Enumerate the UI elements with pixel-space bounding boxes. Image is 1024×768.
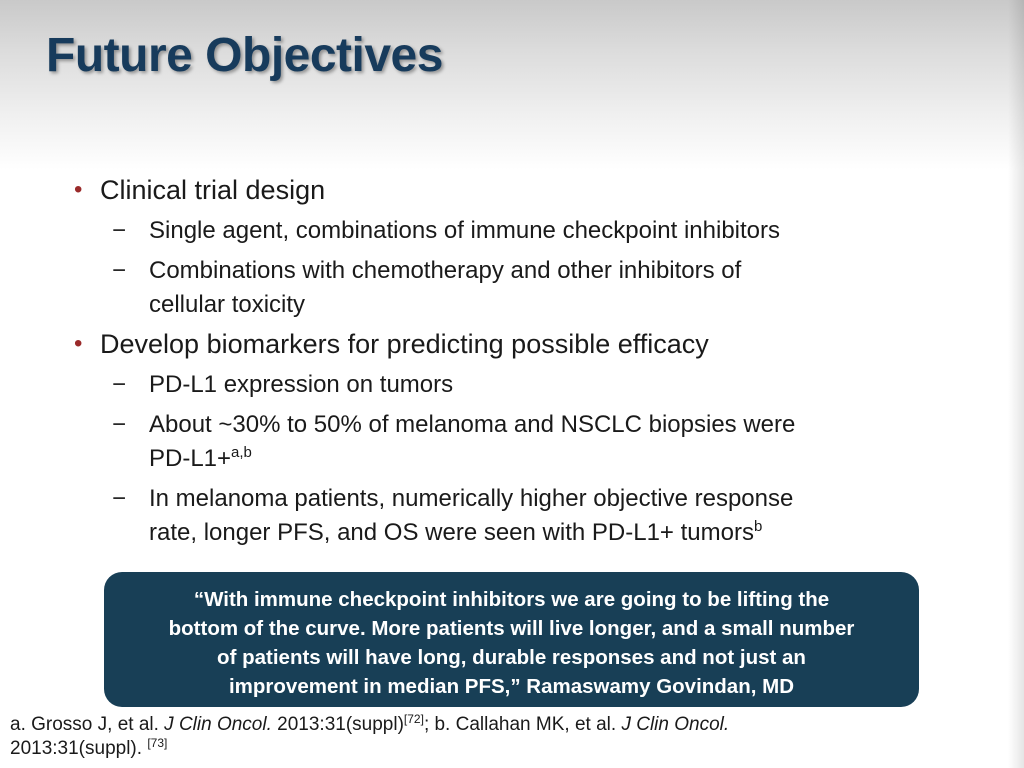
reference-a-authors: a. Grosso J, et al. (10, 714, 165, 735)
slide-title: Future Objectives (46, 29, 443, 82)
sub-bullet-text-line2: PD-L1+ (149, 445, 232, 472)
dash-icon: − (112, 411, 127, 438)
bullet-list (72, 168, 972, 556)
reference-a-details: 2013:31(suppl) (271, 714, 404, 735)
bullet-develop-biomarkers (72, 328, 972, 360)
dash-icon: − (112, 217, 127, 244)
reference-b-journal: J Clin Oncol. (621, 714, 730, 735)
bullet-clinical-trial-design (72, 174, 972, 206)
sub-bullet-text-line1: About ~30% to 50% of melanoma and NSCLC biopsies were (149, 411, 796, 438)
sub-bullet-biopsies (72, 408, 972, 476)
sub-bullet-melanoma-response (72, 482, 972, 550)
reference-a-journal: J Clin Oncol. (164, 714, 272, 735)
sub-bullet-single-agent (72, 214, 972, 248)
slide-edge-shadow (1008, 0, 1024, 768)
references (10, 713, 1010, 761)
quote-line: “With immune checkpoint inhibitors we are going to be lifting the (193, 588, 830, 611)
superscript-citation: a,b (231, 444, 252, 461)
quote-line: improvement in median PFS,” Ramaswamy Govindan, MD (228, 675, 795, 698)
sub-bullet-pdl1-expression (72, 368, 972, 402)
dash-icon: − (112, 257, 127, 284)
bullet-text: Develop biomarkers for predicting possible efficacy (100, 329, 709, 359)
reference-a-number: [72] (403, 712, 424, 726)
header-band (0, 0, 1024, 170)
reference-b-details: 2013:31(suppl). (10, 738, 148, 759)
sub-bullet-text-line2: rate, longer PFS, and OS were seen with PD-L1+ tumors (149, 519, 754, 546)
bullet-text: Clinical trial design (100, 175, 326, 205)
sub-bullet-text-line2: cellular toxicity (149, 291, 306, 318)
reference-b-number: [73] (147, 736, 168, 750)
dash-icon: − (112, 371, 127, 398)
sub-bullet-text: Single agent, combinations of immune checkpoint inhibitors (149, 217, 781, 244)
superscript-citation: b (753, 518, 763, 535)
sub-bullet-text: PD-L1 expression on tumors (149, 371, 454, 398)
bullet-icon: • (74, 330, 83, 357)
quote-line: bottom of the curve. More patients will live longer, and a small number (168, 617, 855, 640)
sub-bullet-text-line1: Combinations with chemotherapy and other inhibitors of (149, 257, 742, 284)
sub-bullet-text-line1: In melanoma patients, numerically higher objective response (149, 485, 794, 512)
bullet-icon: • (74, 176, 83, 203)
quote-callout (104, 572, 919, 707)
dash-icon: − (112, 485, 127, 512)
reference-b-authors: ; b. Callahan MK, et al. (423, 714, 622, 735)
sub-bullet-combinations (72, 254, 972, 322)
quote-line: of patients will have long, durable responses and not just an (217, 646, 806, 669)
